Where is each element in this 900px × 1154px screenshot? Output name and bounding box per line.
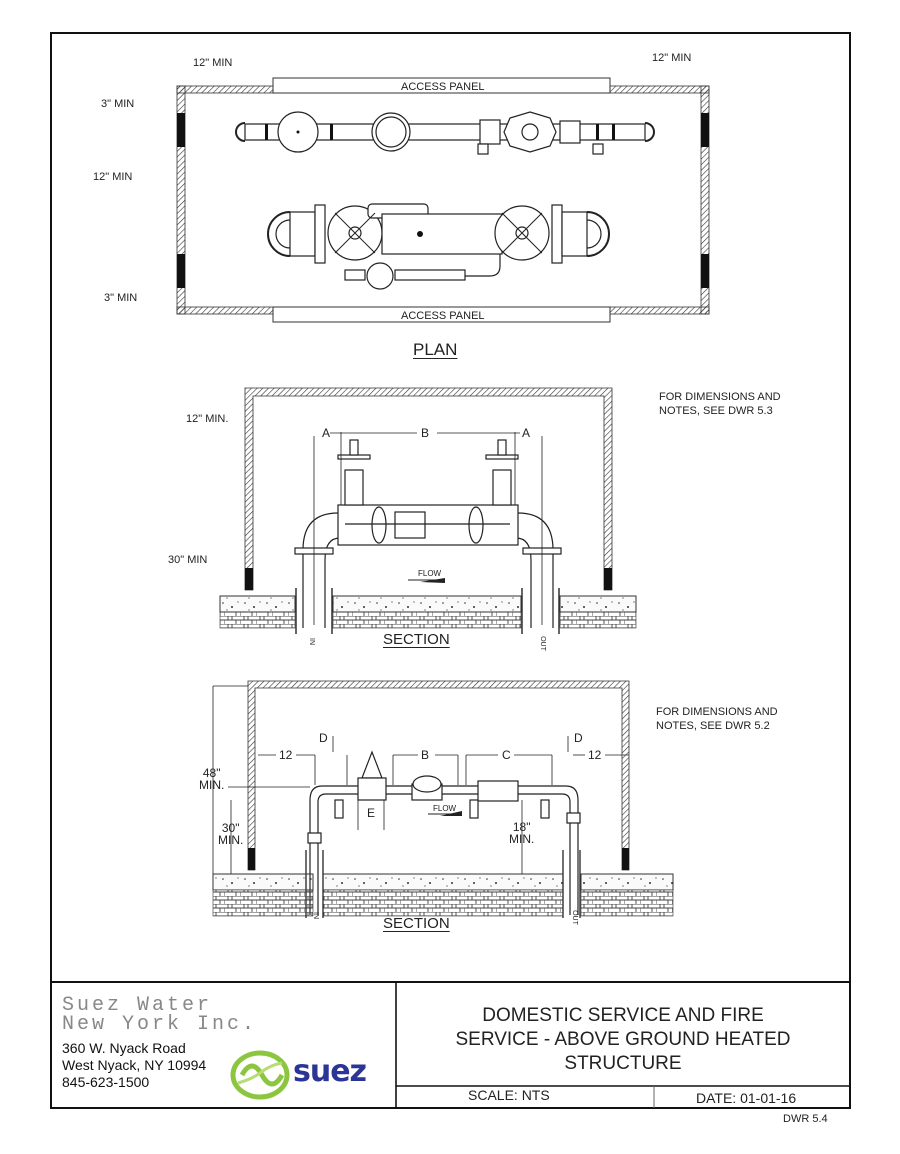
section2-dim-clearance-min: MIN. bbox=[509, 832, 535, 846]
section2-dim-side-value: 30" bbox=[221, 821, 240, 835]
drawing-title-line-1: DOMESTIC SERVICE AND FIRE bbox=[482, 1005, 764, 1026]
access-panel-top-label: ACCESS PANEL bbox=[401, 81, 485, 93]
section2-heading: SECTION bbox=[383, 915, 450, 932]
section2-dim-overall-min: MIN. bbox=[199, 778, 225, 792]
section2-out-label: OUT bbox=[570, 910, 578, 925]
section2-dim-left-12: 12 bbox=[279, 748, 293, 762]
section1-note bbox=[659, 390, 781, 418]
section1-heading: SECTION bbox=[383, 631, 450, 648]
section2-dim-clearance bbox=[509, 821, 534, 845]
plan-dim-left-top: 3" MIN bbox=[101, 98, 135, 110]
section2-label-e: E bbox=[367, 806, 376, 820]
access-panel-bottom-label: ACCESS PANEL bbox=[401, 310, 485, 322]
section2-dim-overall-value: 48" bbox=[202, 766, 221, 780]
section2-label-d-left: D bbox=[319, 731, 328, 745]
section1-note-line-2: NOTES, SEE DWR 5.3 bbox=[659, 405, 773, 417]
drawing-number: DWR 5.4 bbox=[783, 1113, 828, 1125]
section2-dim-right-12: 12 bbox=[588, 748, 602, 762]
section2-dim-clearance-value: 18" bbox=[512, 820, 531, 834]
section2-note bbox=[656, 705, 778, 733]
section1-dim-side: 30" MIN bbox=[168, 554, 208, 566]
plan-dim-left-bottom: 3" MIN bbox=[104, 292, 138, 304]
plan-heading: PLAN bbox=[413, 340, 458, 359]
plan-dim-top-right: 12" MIN bbox=[652, 52, 692, 64]
company-name bbox=[62, 996, 257, 1034]
section1-in-label: IN bbox=[308, 638, 315, 645]
section1-note-line-1: FOR DIMENSIONS AND bbox=[659, 391, 781, 403]
drawing-title-line-2: SERVICE - ABOVE GROUND HEATED bbox=[455, 1029, 791, 1050]
section-1-view bbox=[220, 388, 636, 634]
plan-dim-left-mid: 12" MIN bbox=[93, 171, 133, 183]
section2-dim-side bbox=[218, 822, 243, 846]
section2-dim-overall bbox=[199, 767, 224, 791]
suez-logo-swirl bbox=[233, 1053, 287, 1097]
section2-flow-label: FLOW bbox=[433, 804, 457, 813]
section2-label-c: C bbox=[502, 748, 511, 762]
section2-note-line-2: NOTES, SEE DWR 5.2 bbox=[656, 720, 770, 732]
address-phone: 845-623-1500 bbox=[62, 1074, 150, 1090]
company-name-line-1: Suez Water bbox=[62, 994, 213, 1017]
scale-label: SCALE: NTS bbox=[468, 1087, 550, 1103]
plan-view bbox=[177, 78, 709, 322]
section1-label-b: B bbox=[421, 426, 430, 440]
section1-label-a-left: A bbox=[322, 426, 331, 440]
section1-flow-label: FLOW bbox=[418, 569, 442, 578]
section2-label-d-right: D bbox=[574, 731, 583, 745]
section2-note-line-1: FOR DIMENSIONS AND bbox=[656, 706, 778, 718]
section2-dim-side-min: MIN. bbox=[218, 833, 244, 847]
company-address bbox=[62, 1040, 206, 1091]
date-label: DATE: 01-01-16 bbox=[696, 1090, 797, 1106]
plan-dim-top-left: 12" MIN bbox=[193, 57, 233, 69]
drawing-title-line-3: STRUCTURE bbox=[564, 1053, 682, 1074]
section1-label-a-right: A bbox=[522, 426, 531, 440]
section1-out-label: OUT bbox=[538, 636, 546, 651]
section2-in-label: IN bbox=[312, 912, 319, 919]
section1-dim-top: 12" MIN. bbox=[186, 413, 229, 425]
section-2-view bbox=[213, 681, 673, 918]
address-street: 360 W. Nyack Road bbox=[62, 1040, 186, 1056]
suez-logo-text: suez bbox=[293, 1054, 367, 1089]
drawing-title bbox=[396, 1004, 850, 1076]
company-name-line-2: New York Inc. bbox=[62, 1013, 258, 1036]
address-city: West Nyack, NY 10994 bbox=[62, 1057, 207, 1073]
section2-label-b: B bbox=[421, 748, 430, 762]
